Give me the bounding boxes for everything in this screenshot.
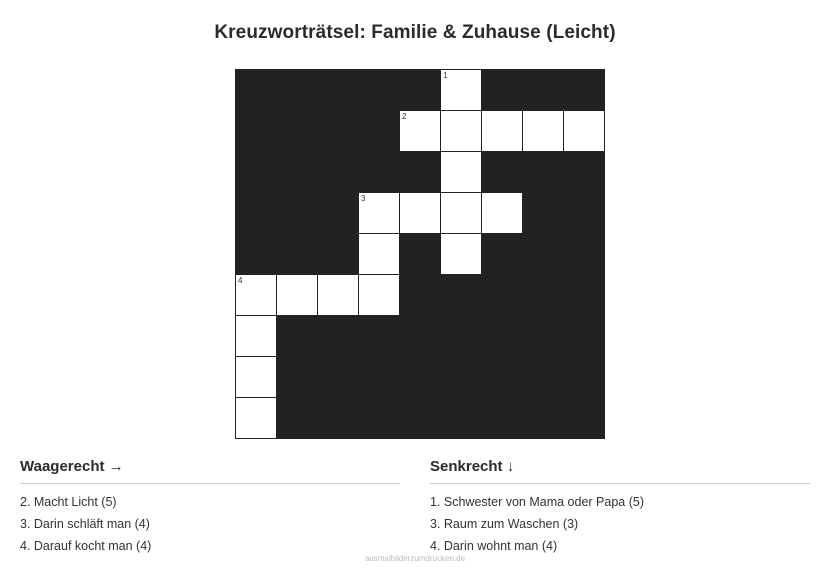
grid-cell[interactable] — [564, 111, 605, 152]
grid-block — [523, 152, 564, 193]
grid-block — [277, 234, 318, 275]
grid-block — [482, 398, 523, 439]
grid-block — [482, 152, 523, 193]
grid-block — [318, 357, 359, 398]
grid-block — [482, 316, 523, 357]
grid-block — [318, 398, 359, 439]
grid-block — [564, 316, 605, 357]
clue-item: 3. Darin schläft man (4) — [20, 517, 150, 531]
clues-down-heading: Senkrecht ↓ — [430, 458, 810, 484]
grid-block — [564, 357, 605, 398]
grid-cell[interactable] — [482, 193, 523, 234]
clue-item: 3. Raum zum Waschen (3) — [430, 517, 579, 531]
grid-block — [236, 193, 277, 234]
crossword-table — [235, 69, 605, 439]
grid-block — [236, 152, 277, 193]
grid-cell-number: 3 — [361, 194, 366, 203]
grid-block — [277, 357, 318, 398]
grid-cell[interactable] — [318, 275, 359, 316]
grid-block — [277, 193, 318, 234]
page-title: Kreuzworträtsel: Familie & Zuhause (Leicht) — [214, 22, 616, 43]
grid-cell[interactable] — [400, 193, 441, 234]
crossword-grid — [235, 69, 605, 439]
grid-cell[interactable] — [441, 193, 482, 234]
grid-block — [318, 193, 359, 234]
grid-block — [482, 70, 523, 111]
grid-block — [564, 70, 605, 111]
grid-block — [277, 70, 318, 111]
grid-block — [523, 70, 564, 111]
grid-cell[interactable] — [236, 275, 277, 316]
grid-block — [277, 398, 318, 439]
grid-cell[interactable] — [236, 357, 277, 398]
grid-cell[interactable] — [236, 316, 277, 357]
grid-block — [400, 234, 441, 275]
grid-row — [236, 275, 605, 316]
grid-block — [236, 234, 277, 275]
grid-block — [318, 316, 359, 357]
grid-block — [318, 152, 359, 193]
grid-block — [523, 275, 564, 316]
grid-block — [400, 152, 441, 193]
grid-row — [236, 316, 605, 357]
grid-cell[interactable] — [359, 275, 400, 316]
grid-block — [400, 275, 441, 316]
grid-block — [564, 398, 605, 439]
clue-item: 4. Darauf kocht man (4) — [20, 539, 152, 553]
grid-block — [318, 70, 359, 111]
grid-block — [564, 234, 605, 275]
grid-row — [236, 398, 605, 439]
grid-row — [236, 234, 605, 275]
grid-cell-number: 2 — [402, 112, 407, 121]
grid-block — [359, 357, 400, 398]
grid-cell-number: 1 — [443, 71, 448, 80]
grid-block — [359, 70, 400, 111]
grid-row — [236, 152, 605, 193]
grid-row — [236, 111, 605, 152]
grid-block — [523, 316, 564, 357]
clues-down — [430, 458, 810, 557]
grid-cell[interactable] — [236, 398, 277, 439]
grid-block — [400, 398, 441, 439]
grid-block — [359, 152, 400, 193]
grid-block — [400, 357, 441, 398]
grid-block — [318, 234, 359, 275]
clue-item: 2. Macht Licht (5) — [20, 495, 117, 509]
grid-block — [441, 275, 482, 316]
grid-cell[interactable] — [441, 234, 482, 275]
grid-block — [400, 70, 441, 111]
grid-block — [359, 316, 400, 357]
grid-block — [482, 357, 523, 398]
clue-item: 4. Darin wohnt man (4) — [430, 539, 558, 553]
grid-block — [482, 234, 523, 275]
grid-block — [523, 398, 564, 439]
clues-across-list — [20, 491, 400, 557]
grid-row — [236, 193, 605, 234]
grid-block — [523, 234, 564, 275]
grid-block — [441, 357, 482, 398]
grid-cell[interactable] — [359, 234, 400, 275]
grid-row — [236, 357, 605, 398]
clues-down-list — [430, 491, 810, 557]
grid-block — [564, 193, 605, 234]
grid-block — [523, 357, 564, 398]
grid-block — [277, 316, 318, 357]
grid-cell[interactable] — [441, 111, 482, 152]
grid-cell-number: 4 — [238, 276, 243, 285]
grid-block — [277, 152, 318, 193]
grid-block — [236, 111, 277, 152]
grid-block — [482, 275, 523, 316]
footer-watermark: ausmalbilderzumdrucken.de — [364, 554, 466, 563]
grid-cell[interactable] — [523, 111, 564, 152]
clues-across-heading: Waagerecht → — [20, 458, 400, 484]
grid-cell[interactable] — [277, 275, 318, 316]
grid-block — [359, 398, 400, 439]
grid-block — [441, 398, 482, 439]
grid-cell[interactable] — [400, 111, 441, 152]
clues-across — [20, 458, 400, 557]
grid-cell[interactable] — [441, 152, 482, 193]
grid-block — [277, 111, 318, 152]
grid-block — [523, 193, 564, 234]
grid-block — [359, 111, 400, 152]
grid-block — [400, 316, 441, 357]
grid-block — [236, 70, 277, 111]
grid-cell[interactable] — [359, 193, 400, 234]
grid-block — [441, 316, 482, 357]
clue-item: 1. Schwester von Mama oder Papa (5) — [430, 495, 644, 509]
grid-cell[interactable] — [482, 111, 523, 152]
grid-block — [318, 111, 359, 152]
grid-row — [236, 70, 605, 111]
grid-block — [564, 275, 605, 316]
grid-cell[interactable] — [441, 70, 482, 111]
grid-block — [564, 152, 605, 193]
